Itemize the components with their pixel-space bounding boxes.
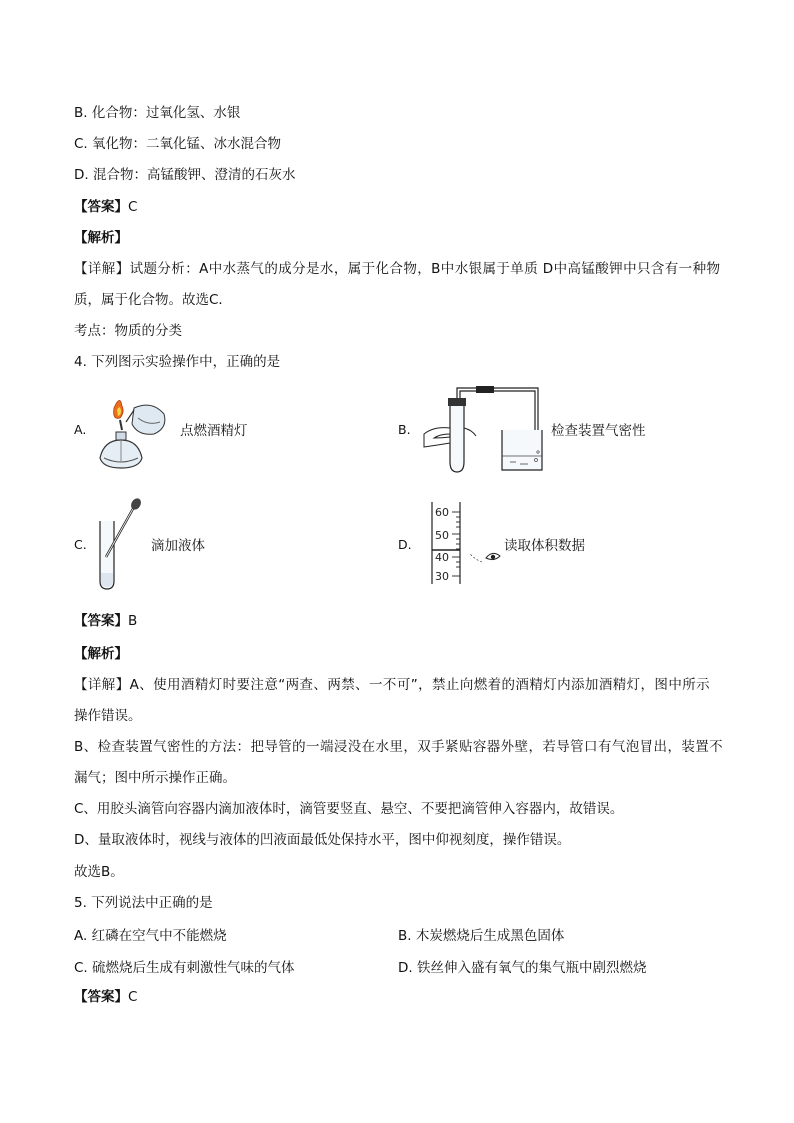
q3-detail-line1: 【详解】试题分析：A中水蒸气的成分是水，属于化合物，B中水银属于单质 D中高锰酸钾中只含有一种物 xyxy=(74,261,721,277)
q4-detail-a2: 操作错误。 xyxy=(74,708,142,724)
dropper-tube-icon xyxy=(96,497,148,593)
q4-option-b-label: B. xyxy=(398,422,411,437)
q4-stem: 4. 下列图示实验操作中，正确的是 xyxy=(74,354,281,370)
alcohol-lamp-icon xyxy=(94,388,174,482)
answer-value: C xyxy=(128,199,138,215)
answer-tag: 【答案】 xyxy=(74,613,128,629)
q3-kaodian: 考点：物质的分类 xyxy=(74,323,182,339)
q3-option-b: B. 化合物：过氧化氢、水银 xyxy=(74,105,241,121)
q4-option-a-caption: 点燃酒精灯 xyxy=(180,423,248,439)
q3-detail-line2: 质，属于化合物。故选C． xyxy=(74,292,232,308)
q5-option-b: B. 木炭燃烧后生成黑色固体 xyxy=(398,928,565,944)
q4-option-d-label: D. xyxy=(398,537,412,552)
q3-analysis-tag: 【解析】 xyxy=(74,230,128,246)
q4-detail-d: D、量取液体时，视线与液体的凹液面最低处保持水平，图中仰视刻度，操作错误。 xyxy=(74,832,571,848)
q3-answer xyxy=(74,197,137,217)
q3-option-d: D. 混合物：高锰酸钾、澄清的石灰水 xyxy=(74,167,296,183)
tick-label-30: 30 xyxy=(435,570,449,583)
q4-option-c-caption: 滴加液体 xyxy=(151,538,205,554)
graduated-cylinder-icon xyxy=(432,502,506,586)
q4-option-d-caption: 读取体积数据 xyxy=(504,538,585,554)
q5-option-c: C. 硫燃烧后生成有刺激性气味的气体 xyxy=(74,960,295,976)
tick-label-40: 40 xyxy=(435,551,449,564)
answer-tag: 【答案】 xyxy=(74,199,128,215)
q5-option-d: D. 铁丝伸入盛有氧气的集气瓶中剧烈燃烧 xyxy=(398,960,647,976)
answer-value: C xyxy=(128,989,138,1005)
q5-stem: 5. 下列说法中正确的是 xyxy=(74,895,213,911)
q4-option-a-label: A. xyxy=(74,422,87,437)
tick-label-50: 50 xyxy=(435,529,449,542)
q4-detail-c: C、用胶头滴管向容器内滴加液体时，滴管要竖直、悬空、不要把滴管伸入容器内，故错误。 xyxy=(74,801,624,817)
q4-conclusion: 故选B。 xyxy=(74,864,124,880)
q4-detail-a1: 【详解】A、使用酒精灯时要注意“两查、两禁、一不可”，禁止向燃着的酒精灯内添加酒精灯，图中所示 xyxy=(74,677,711,693)
airtightness-apparatus-icon xyxy=(420,384,546,476)
q4-option-b-caption: 检查装置气密性 xyxy=(551,423,646,439)
q4-answer xyxy=(74,611,137,631)
answer-value: B xyxy=(128,613,138,629)
answer-tag: 【答案】 xyxy=(74,989,128,1005)
q4-option-c-label: C. xyxy=(74,537,87,552)
tick-label-60: 60 xyxy=(435,506,449,519)
q5-option-a: A. 红磷在空气中不能燃烧 xyxy=(74,928,227,944)
q4-detail-b1: B、检查装置气密性的方法：把导管的一端浸没在水里，双手紧贴容器外壁，若导管口有气泡冒出，装置不 xyxy=(74,739,724,755)
q5-answer xyxy=(74,987,137,1007)
q3-option-c: C. 氧化物：二氧化锰、冰水混合物 xyxy=(74,136,282,152)
q4-analysis-tag: 【解析】 xyxy=(74,646,128,662)
q4-detail-b2: 漏气；图中所示操作正确。 xyxy=(74,770,236,786)
